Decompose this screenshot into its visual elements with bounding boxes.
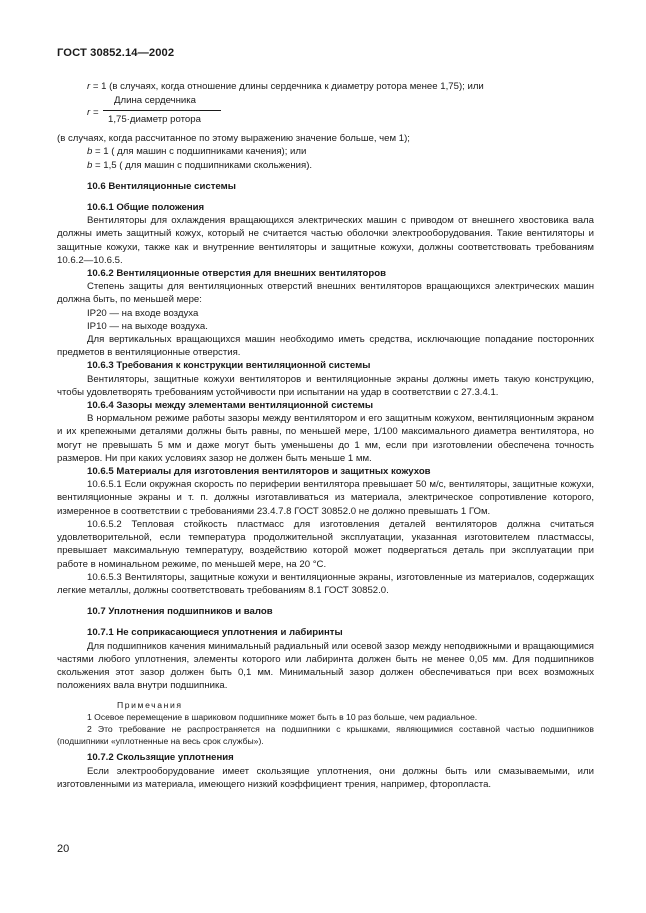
intro-line-r-text: = 1 (в случаях, когда отношение длины сердечника к диаметру ротора менее 1,75); или	[90, 81, 484, 92]
intro-line-b2	[57, 159, 594, 172]
paragraph-10-6-1: Вентиляторы для охлаждения вращающихся электрических машин с приводом от внешнего хвостовика вала должны иметь защитный кожух, который не считается частью оболочки электрооборудования. Такие вентиляторы и защитные кожухи, также как и внутренние вентиляторы и защитные кожухи, должны соответствовать требованиям 10.6.2—10.6.5.	[57, 215, 594, 266]
paragraph-10-6-3: Вентиляторы, защитные кожухи вентиляторов и вентиляционные экраны должны иметь такую конструкцию, чтобы удовлетворять требованиям устойчивости при испытании на удар в соответствии с 27.3.4.1.	[57, 373, 594, 398]
paragraph-10-7-1: Для подшипников качения минимальный радиальный или осевой зазор между неподвижными и вращающимися частями любого уплотнения, элементы которого или лабиринта должен быть не менее 0,05 мм. Для подшипников скольжения этот зазор должен быть 0,1 мм. Минимальный зазор должен обеспечиваться при всех возможных положениях вала внутри подшипника.	[57, 640, 594, 692]
paragraph-10-6-5-2: 10.6.5.2 Тепловая стойкость пластмасс для изготовления деталей вентиляторов должна считаться удовлетворительной, если температура продолжительной эксплуатации, указанная изготовителем пластмассы, превышает максимальную температуру, воздействию которой может подвергаться деталь при эксплуатации при работе в номинальном режиме, по меньшей мере, на 20 °С.	[57, 518, 594, 570]
section-heading-10-6-5: 10.6.5 Материалы для изготовления вентиляторов и защитных кожухов	[87, 466, 431, 478]
note-2: 2 Это требование не распространяется на подшипники с крышками, являющимися составной частью подшипников (подшипники «уплотненные на весь срок службы»).	[57, 724, 594, 747]
paragraph-10-7-2: Если электрооборудование имеет скользящие уплотнения, они должны быть или смазываемыми, или изготовленными из материала, имеющего низкий коэффициент трения, например, фторопласта.	[57, 765, 594, 790]
var-r: r	[87, 81, 91, 92]
var-b: b	[87, 159, 93, 171]
intro-line-condition: (в случаях, когда рассчитанное по этому выражению значение больше, чем 1);	[57, 133, 410, 145]
note-1: 1 Осевое перемещение в шариковом подшипнике может быть в 10 раз больше, чем радиальное.	[87, 712, 478, 723]
document-header: ГОСТ 30852.14—2002	[57, 47, 175, 59]
document-body	[57, 80, 594, 791]
formula-numerator: Длина сердечника	[114, 95, 197, 107]
section-heading-10-6: 10.6 Вентиляционные системы	[87, 180, 236, 192]
section-heading-10-7-1: 10.7.1 Не соприкасающиеся уплотнения и лабиринты	[87, 627, 343, 639]
section-heading-10-6-1: 10.6.1 Общие положения	[87, 202, 205, 214]
formula-lhs: r =	[87, 107, 99, 119]
page-number: 20	[57, 843, 70, 855]
notes-title: Примечания	[117, 700, 183, 711]
section-heading-10-7: 10.7 Уплотнения подшипников и валов	[87, 606, 273, 618]
notes-block	[57, 699, 594, 747]
intro-line-b1	[57, 145, 594, 158]
list-item-ip10: IP10 — на выходе воздуха.	[87, 320, 208, 332]
section-heading-10-6-4: 10.6.4 Зазоры между элементами вентиляционной системы	[87, 400, 374, 412]
intro-line-r	[57, 80, 594, 93]
list-item-ip20: IP20 — на входе воздуха	[87, 307, 199, 319]
intro-line-b1-text: = 1 ( для машин с подшипниками качения); или	[92, 146, 307, 158]
ratio-formula	[57, 94, 594, 130]
section-heading-10-7-2: 10.7.2 Скользящие уплотнения	[87, 752, 234, 764]
intro-line-b2-text: = 1,5 ( для машин с подшипниками скольжения).	[92, 159, 313, 171]
section-heading-10-6-3: 10.6.3 Требования к конструкции вентиляционной системы	[87, 360, 371, 372]
formula-denominator: 1,75·диаметр ротора	[108, 114, 201, 126]
paragraph-10-6-2: Степень защиты для вентиляционных отверстий внешних вентиляторов вращающихся электрических машин должна быть, по меньшей мере:	[57, 281, 594, 306]
fraction-bar	[103, 110, 221, 111]
paragraph-10-6-5-3: 10.6.5.3 Вентиляторы, защитные кожухи и вентиляционные экраны, изготовленные из материалов, содержащих легкие металлы, должны соответствовать требованиям 8.1 ГОСТ 30852.0.	[57, 571, 594, 596]
var-b: b	[87, 146, 93, 158]
section-heading-10-6-2: 10.6.2 Вентиляционные отверстия для внешних вентиляторов	[87, 268, 387, 280]
paragraph-10-6-2-vertical: Для вертикальных вращающихся машин необходимо иметь средства, исключающие попадание посторонних предметов в вентиляционные отверстия.	[57, 334, 594, 359]
paragraph-10-6-5-1: 10.6.5.1 Если окружная скорость по периферии вентилятора превышает 50 м/с, вентиляторы, защитные кожухи, вентиляционные экраны и т. п. должны изготавливаться из материала, электрическое сопротивление которого, измеренное в соответствии с требованиями 23.4.7.8 ГОСТ 30852.0 не должно превышать 1 ГОм.	[57, 479, 594, 517]
paragraph-10-6-4: В нормальном режиме работы зазоры между вентилятором и его защитным кожухом, вентиляционным экраном и их крепежными деталями должны быть равны, по меньшей мере, 1/100 максимального диаметра вентилятора, но могут не превышать 5 мм и даже могут быть уменьшены до 1 мм, если при изготовлении обеспечена точность размеров. Ни при каких условиях зазор не должен быть меньше 1 мм.	[57, 413, 594, 464]
